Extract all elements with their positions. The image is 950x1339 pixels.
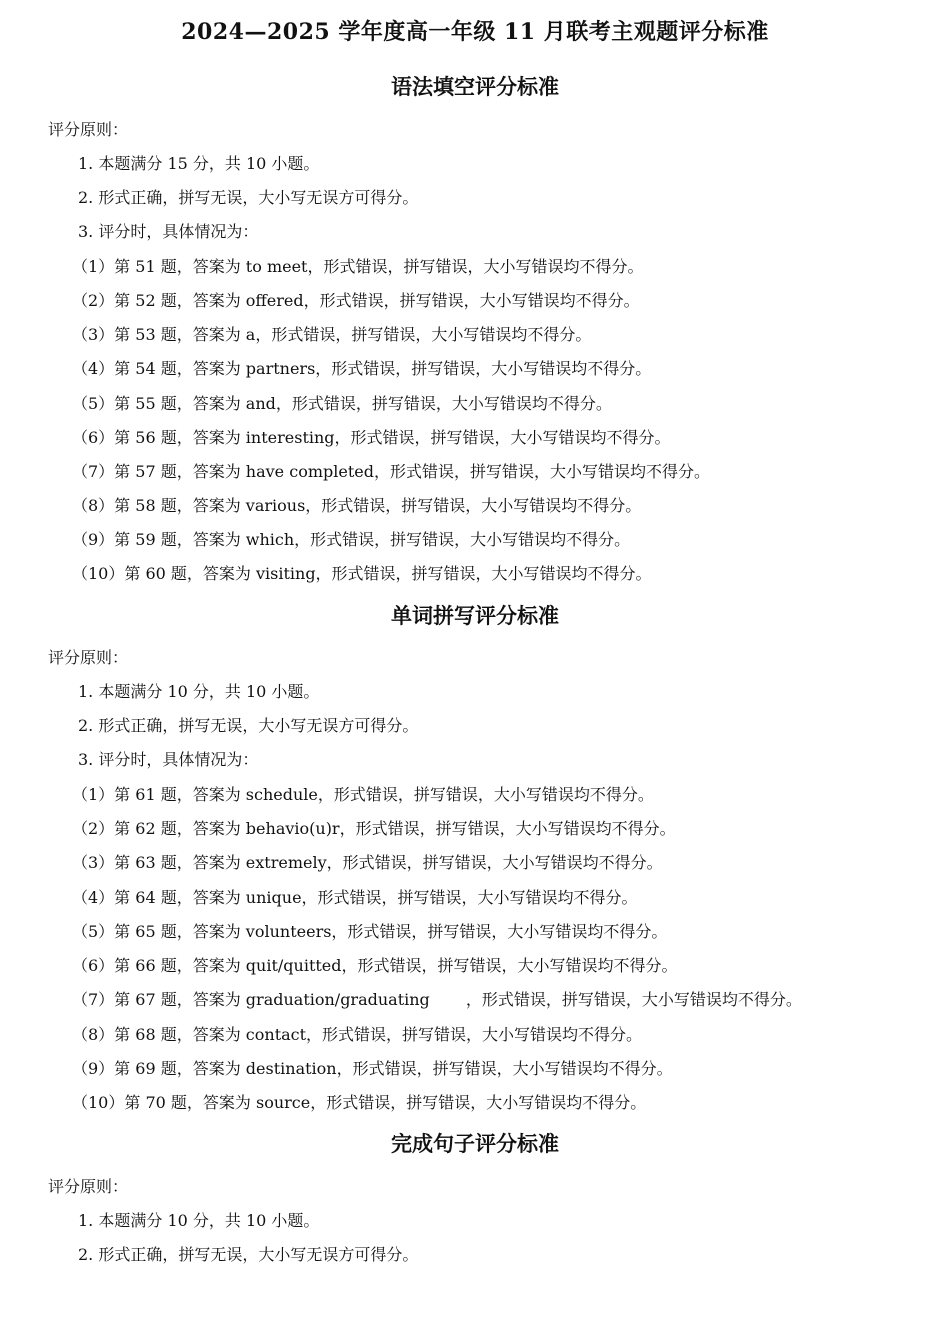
grammar-item: （3）第 53 题，答案为 a，形式错误，拼写错误，大小写错误均不得分。 (72, 325, 592, 344)
document-title: 2024—2025 学年度高一年级 11 月联考主观题评分标准 (181, 19, 769, 45)
spelling-item-7-tail: ，形式错误，拼写错误，大小写错误均不得分。 (465, 990, 802, 1009)
spelling-item (72, 988, 802, 1012)
spelling-item: （8）第 68 题，答案为 contact，形式错误，拼写错误，大小写错误均不得分。 (72, 1025, 643, 1044)
spelling-item: （2）第 62 题，答案为 behavio(u)r，形式错误，拼写错误，大小写错误均不得分。 (72, 819, 676, 838)
spelling-item: （3）第 63 题，答案为 extremely，形式错误，拼写错误，大小写错误均不得分。 (72, 853, 663, 872)
spelling-item: （6）第 66 题，答案为 quit/quitted，形式错误，拼写错误，大小写错误均不得分。 (72, 956, 678, 975)
spelling-item: （10）第 70 题，答案为 source，形式错误，拼写错误，大小写错误均不得分。 (72, 1093, 647, 1112)
spelling-principle-label: 评分原则： (48, 648, 129, 667)
spelling-item: （4）第 64 题，答案为 unique，形式错误，拼写错误，大小写错误均不得分。 (72, 888, 638, 907)
spelling-item: （9）第 69 题，答案为 destination，形式错误，拼写错误，大小写错误均不得分。 (72, 1059, 673, 1078)
spelling-rule: 2. 形式正确，拼写无误，大小写无误方可得分。 (78, 716, 419, 735)
grammar-item: （7）第 57 题，答案为 have completed，形式错误，拼写错误，大小写错误均不得分。 (72, 462, 710, 481)
spelling-item: （1）第 61 题，答案为 schedule，形式错误，拼写错误，大小写错误均不得分。 (72, 785, 654, 804)
grammar-rule: 1. 本题满分 15 分，共 10 小题。 (78, 154, 320, 173)
spelling-item: （5）第 65 题，答案为 volunteers，形式错误，拼写错误，大小写错误均不得分。 (72, 922, 668, 941)
grammar-rule: 2. 形式正确，拼写无误，大小写无误方可得分。 (78, 188, 419, 207)
sentence-principle-label: 评分原则： (48, 1177, 129, 1196)
grammar-item: （8）第 58 题，答案为 various，形式错误，拼写错误，大小写错误均不得分。 (72, 496, 642, 515)
section-heading-spelling: 单词拼写评分标准 (391, 603, 559, 628)
section-heading-grammar: 语法填空评分标准 (391, 74, 559, 99)
sentence-rule: 2. 形式正确，拼写无误，大小写无误方可得分。 (78, 1245, 419, 1264)
grammar-rule: 3. 评分时，具体情况为： (78, 222, 259, 241)
spelling-rule: 3. 评分时，具体情况为： (78, 750, 259, 769)
spelling-rule: 1. 本题满分 10 分，共 10 小题。 (78, 682, 320, 701)
grammar-item: （1）第 51 题，答案为 to meet，形式错误，拼写错误，大小写错误均不得分。 (72, 257, 644, 276)
grammar-item: （4）第 54 题，答案为 partners，形式错误，拼写错误，大小写错误均不得分。 (72, 359, 652, 378)
section-heading-sentence: 完成句子评分标准 (391, 1131, 559, 1156)
grammar-item: （5）第 55 题，答案为 and，形式错误，拼写错误，大小写错误均不得分。 (72, 394, 612, 413)
grammar-item: （2）第 52 题，答案为 offered，形式错误，拼写错误，大小写错误均不得分。 (72, 291, 640, 310)
spelling-item-7-answer: （7）第 67 题，答案为 graduation/graduating (72, 990, 430, 1009)
grammar-principle-label: 评分原则： (48, 120, 129, 139)
sentence-rule: 1. 本题满分 10 分，共 10 小题。 (78, 1211, 320, 1230)
grammar-item: （9）第 59 题，答案为 which，形式错误，拼写错误，大小写错误均不得分。 (72, 530, 631, 549)
grammar-item: （6）第 56 题，答案为 interesting，形式错误，拼写错误，大小写错误均不得分。 (72, 428, 671, 447)
grammar-item: （10）第 60 题，答案为 visiting，形式错误，拼写错误，大小写错误均不得分。 (72, 564, 652, 583)
